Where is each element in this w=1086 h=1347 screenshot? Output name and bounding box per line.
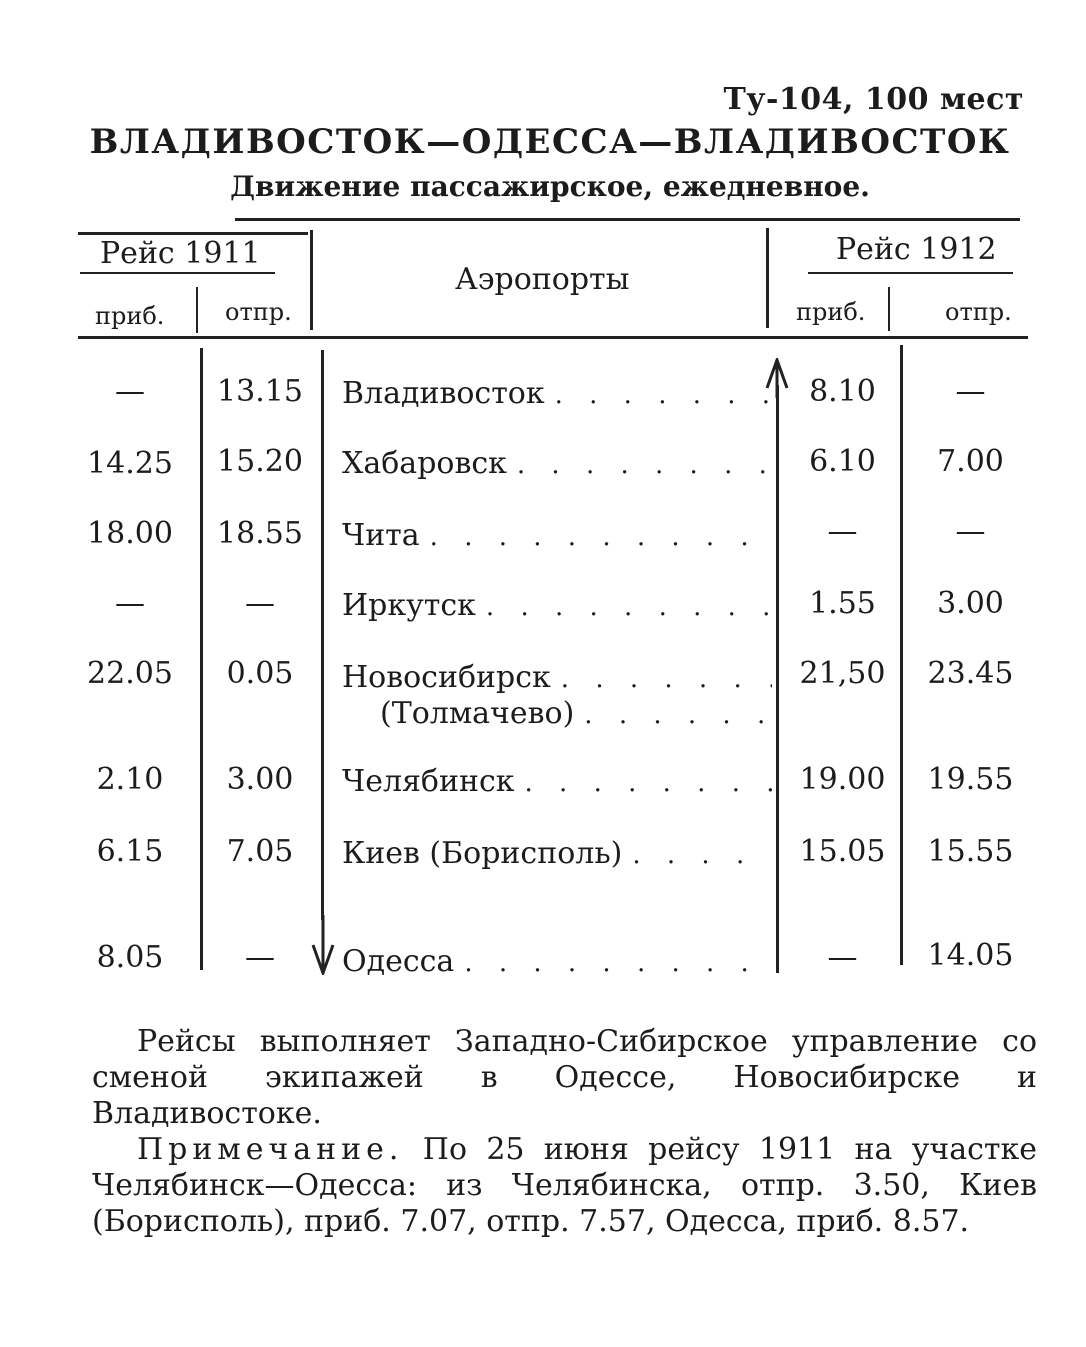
back-departure-label: отпр. (945, 298, 1012, 326)
out-arrival: — (115, 374, 145, 409)
back-arrival: 19.00 (799, 762, 886, 797)
flight-out-header: Рейс 1911 (100, 236, 261, 271)
back-departure: 19.55 (927, 762, 1014, 797)
aircraft-info: Ту-104, 100 мест (723, 82, 1024, 117)
out-arrival: 14.25 (87, 446, 173, 481)
back-arrival: — (827, 940, 858, 975)
out-departure: 0.05 (226, 656, 294, 691)
flight-back-header: Рейс 1912 (836, 232, 997, 267)
operator-note: Рейсы выполняет Западно-Сибирское управление со сменой экипажей в Одессе, Новосибирске и Владивостоке. (92, 1024, 1037, 1131)
back-departure: 14.05 (927, 938, 1014, 973)
back-arrival-label: приб. (796, 298, 866, 326)
out-departure-label: отпр. (225, 298, 292, 326)
header-divider-right (766, 228, 769, 328)
back-arrival: 6.10 (809, 444, 876, 479)
out-arrival: 6.15 (96, 834, 164, 869)
back-arrival: 21,50 (799, 656, 886, 691)
route-subtitle: Движение пассажирское, ежедневное. (230, 170, 870, 203)
sub-divider-left (196, 287, 198, 333)
out-arrival: 22.05 (87, 656, 173, 691)
back-arrival: 1.55 (809, 586, 876, 621)
remark-label: Примечание. (137, 1132, 404, 1167)
out-arrival: 2.10 (96, 762, 164, 797)
airport-name: Челябинск . . . (342, 764, 772, 799)
flight-back-underline (808, 272, 1013, 274)
airport-name-continued: (Толмачево) . . . (380, 696, 772, 731)
header-bottom-rule (78, 336, 1028, 339)
airport-name: Киев (Борисполь) . . . (342, 836, 772, 871)
col-rule-4 (900, 345, 903, 965)
route-title: ВЛАДИВОСТОК—ОДЕССА—ВЛАДИВОСТОК (89, 122, 1011, 162)
out-departure: 15.20 (217, 444, 303, 479)
out-departure: — (245, 586, 275, 621)
out-arrival: 18.00 (87, 516, 173, 551)
airport-name: Иркутск . . . (342, 588, 772, 623)
airport-name: Хабаровск . . . (342, 446, 772, 481)
back-departure: — (955, 514, 986, 549)
out-departure: 18.55 (217, 516, 303, 551)
airport-name: Новосибирск . . . (342, 660, 772, 695)
table-top-rule (235, 218, 1020, 221)
notes-block (92, 1024, 1037, 1240)
out-arrival: — (115, 586, 145, 621)
col-rule-3 (776, 385, 779, 973)
back-departure: 3.00 (937, 586, 1004, 621)
airports-header: Аэропорты (455, 262, 630, 297)
out-arrival: 8.05 (96, 940, 164, 975)
back-departure: 23.45 (927, 656, 1014, 691)
back-arrival: 15.05 (799, 834, 886, 869)
out-departure: 3.00 (226, 762, 294, 797)
out-departure: 13.15 (217, 374, 303, 409)
flight-out-underline (80, 272, 275, 274)
table-top-rule-left (78, 232, 308, 235)
back-departure: 7.00 (937, 444, 1004, 479)
airport-name: Владивосток . . . (342, 376, 772, 411)
col-rule-2 (321, 350, 324, 920)
back-departure: — (955, 374, 986, 409)
out-departure: — (245, 940, 275, 975)
out-arrival-label: приб. (95, 302, 165, 330)
back-departure: 15.55 (927, 834, 1014, 869)
sub-divider-right (888, 287, 890, 331)
back-arrival: 8.10 (809, 374, 876, 409)
remark-text: По 25 июня рейсу 1911 на участке Челябинск—Одесса: из Челябинска, отпр. 3.50, Киев (Борисполь), приб. 7.07, отпр. 7.57, Одесса, приб. 8.57. (92, 1132, 1037, 1239)
remark-note (92, 1132, 1037, 1240)
back-arrival: — (827, 514, 858, 549)
airport-name: Чита . . . (342, 518, 772, 553)
header-divider-left (310, 230, 313, 330)
out-departure: 7.05 (226, 834, 294, 869)
airport-name: Одесса . . . (342, 944, 772, 979)
